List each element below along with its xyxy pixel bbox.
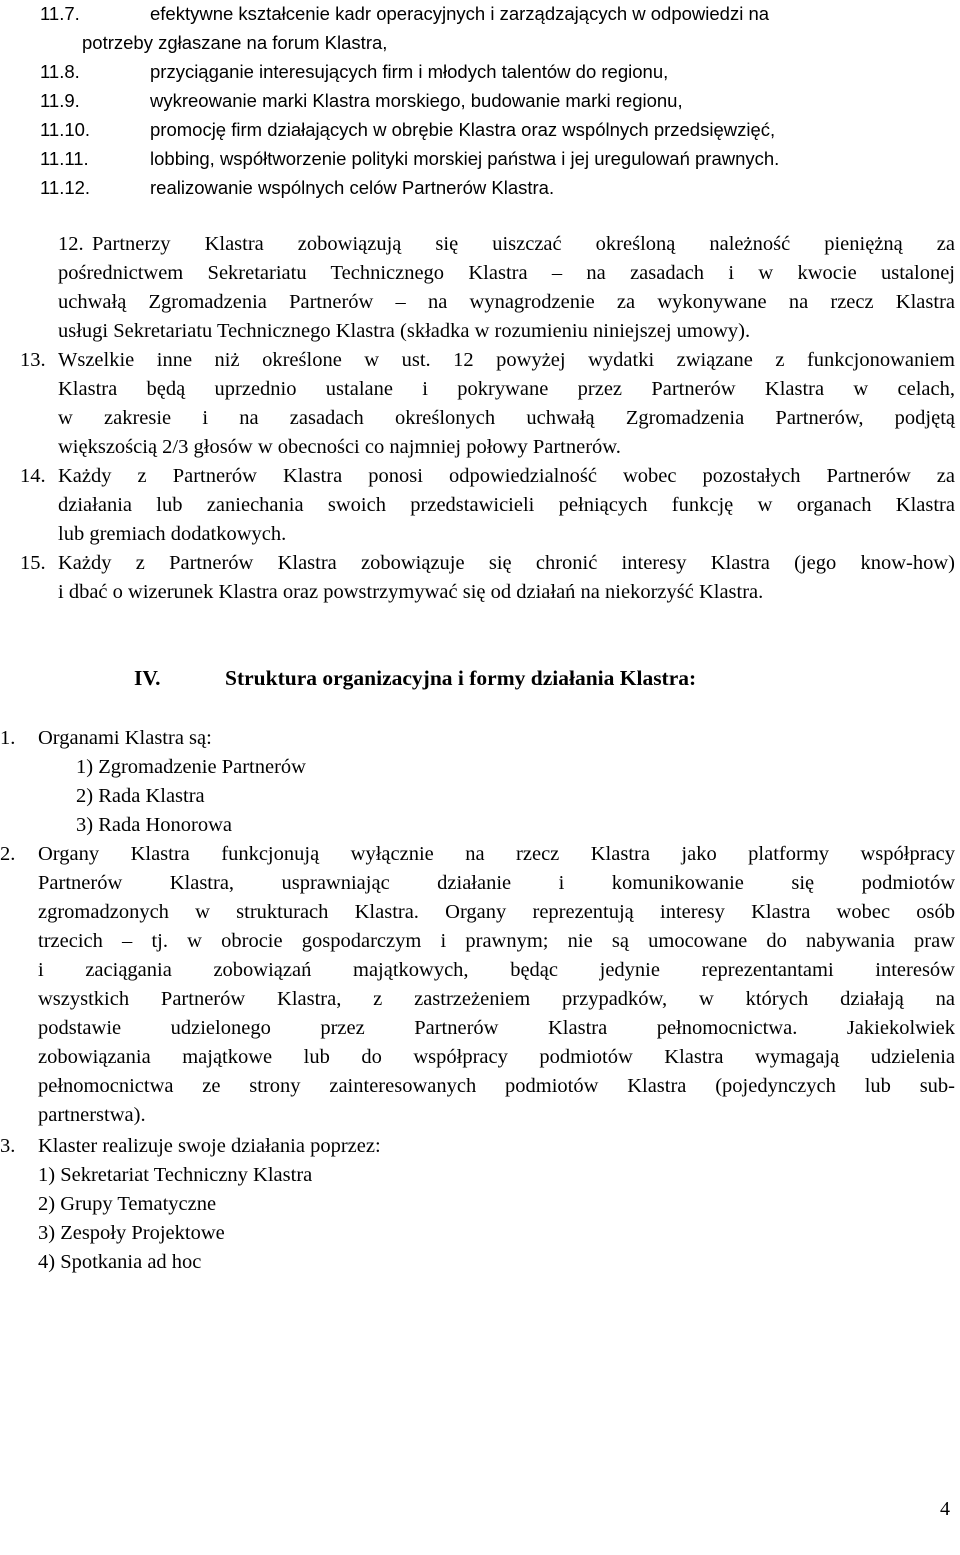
- section-number: IV.: [134, 666, 161, 690]
- paragraph-line: Partnerzy Klastra zobowiązują się uiszczać określoną należność pieniężną za: [92, 233, 955, 255]
- paragraph-line: Klastra będą uprzednio ustalane i pokrywane przez Partnerów Klastra w celach,: [58, 378, 955, 400]
- item-number: 11.11.: [40, 148, 89, 169]
- paragraph-line: podstawie udzielonego przez Partnerów Klastra pełnomocnictwa. Jakiekolwiek: [38, 1017, 955, 1039]
- item-number: 11.8.: [40, 61, 80, 82]
- sub-list-item: 2) Grupy Tematyczne: [38, 1193, 217, 1215]
- item-text: efektywne kształcenie kadr operacyjnych i zarządzających w odpowiedzi na: [150, 3, 770, 24]
- paragraph-line: wszystkich Partnerów Klastra, z zastrzeżeniem przypadków, w których działają na: [38, 988, 955, 1010]
- paragraph-line: i dbać o wizerunek Klastra oraz powstrzymywać się od działań na niekorzyść Klastra.: [58, 581, 764, 603]
- item-text-continuation: potrzeby zgłaszane na forum Klastra,: [82, 32, 388, 53]
- paragraph-line: Każdy z Partnerów Klastra zobowiązuje się chronić interesy Klastra (jego know-how): [58, 552, 955, 574]
- paragraph-number: 12.: [58, 233, 84, 255]
- paragraph-line: trzecich – tj. w obrocie gospodarczym i prawnym; nie są umocowane do nabywania praw: [38, 930, 955, 952]
- item-number: 2.: [0, 843, 16, 865]
- paragraph-line: pośrednictwem Sekretariatu Technicznego Klastra – na zasadach i w kwocie ustalonej: [58, 262, 955, 284]
- sub-list-item: 1) Sekretariat Techniczny Klastra: [38, 1164, 313, 1186]
- paragraph-line: zobowiązania majątkowe lub do współpracy podmiotów Klastra wymagają udzielenia: [38, 1046, 955, 1068]
- sub-list-item: 4) Spotkania ad hoc: [38, 1251, 202, 1273]
- item-number: 11.7.: [40, 3, 80, 24]
- paragraph-line: działania lub zaniechania swoich przedstawicieli pełniących funkcję w organach Klastra: [58, 494, 955, 516]
- paragraph-line: Partnerów Klastra, usprawniając działanie i komunikowanie się podmiotów: [38, 872, 955, 894]
- paragraph-number: 14.: [20, 465, 46, 487]
- paragraph-line: Wszelkie inne niż określone w ust. 12 powyżej wydatki związane z funkcjonowaniem: [58, 349, 955, 371]
- sub-list-item: 3) Zespoły Projektowe: [38, 1222, 225, 1244]
- paragraph-line: w zakresie i na zasadach określonych uchwałą Zgromadzenia Partnerów, podjętą: [58, 407, 955, 429]
- item-text: przyciąganie interesujących firm i młodych talentów do regionu,: [150, 61, 669, 82]
- paragraph-line: uchwałą Zgromadzenia Partnerów – na wynagrodzenie za wykonywane na rzecz Klastra: [58, 291, 955, 313]
- paragraph-line: Organy Klastra funkcjonują wyłącznie na rzecz Klastra jako platformy współpracy: [38, 843, 955, 865]
- item-text: promocję firm działających w obrębie Klastra oraz wspólnych przedsięwzięć,: [150, 119, 776, 140]
- item-text: wykreowanie marki Klastra morskiego, budowanie marki regionu,: [150, 90, 683, 111]
- page-number: 4: [940, 1498, 950, 1520]
- paragraph-number: 13.: [20, 349, 46, 371]
- sub-list-item: 1) Zgromadzenie Partnerów: [76, 756, 306, 778]
- item-text: Organami Klastra są:: [38, 727, 212, 749]
- section-title: Struktura organizacyjna i formy działania Klastra:: [225, 666, 697, 690]
- item-text: Klaster realizuje swoje działania poprzez:: [38, 1135, 381, 1157]
- paragraph-number: 15.: [20, 552, 46, 574]
- item-text: lobbing, współtworzenie polityki morskiej państwa i jej uregulowań prawnych.: [150, 148, 780, 169]
- paragraph-line: Każdy z Partnerów Klastra ponosi odpowiedzialność wobec pozostałych Partnerów za: [58, 465, 955, 487]
- item-number: 11.12.: [40, 177, 91, 198]
- paragraph-line: partnerstwa).: [38, 1104, 146, 1126]
- paragraph-line: zgromadzonych w strukturach Klastra. Organy reprezentują interesy Klastra wobec osób: [38, 901, 955, 923]
- item-number: 11.9.: [40, 90, 80, 111]
- paragraph-line: większością 2/3 głosów w obecności co najmniej połowy Partnerów.: [58, 436, 621, 458]
- paragraph-line: usługi Sekretariatu Technicznego Klastra (składka w rozumieniu niniejszej umowy).: [58, 320, 751, 342]
- paragraph-line: lub gremiach dodatkowych.: [58, 523, 287, 545]
- item-number: 3.: [0, 1135, 16, 1157]
- paragraph-line: i zaciągania zobowiązań majątkowych, będąc jedynie reprezentantami interesów: [38, 959, 955, 981]
- item-number: 1.: [0, 727, 16, 749]
- paragraph-line: pełnomocnictwa ze strony zainteresowanych podmiotów Klastra (pojedynczych lub sub-: [38, 1075, 955, 1097]
- item-text: realizowanie wspólnych celów Partnerów Klastra.: [150, 177, 555, 198]
- sub-list-item: 3) Rada Honorowa: [76, 814, 232, 836]
- item-number: 11.10.: [40, 119, 91, 140]
- sub-list-item: 2) Rada Klastra: [76, 785, 205, 807]
